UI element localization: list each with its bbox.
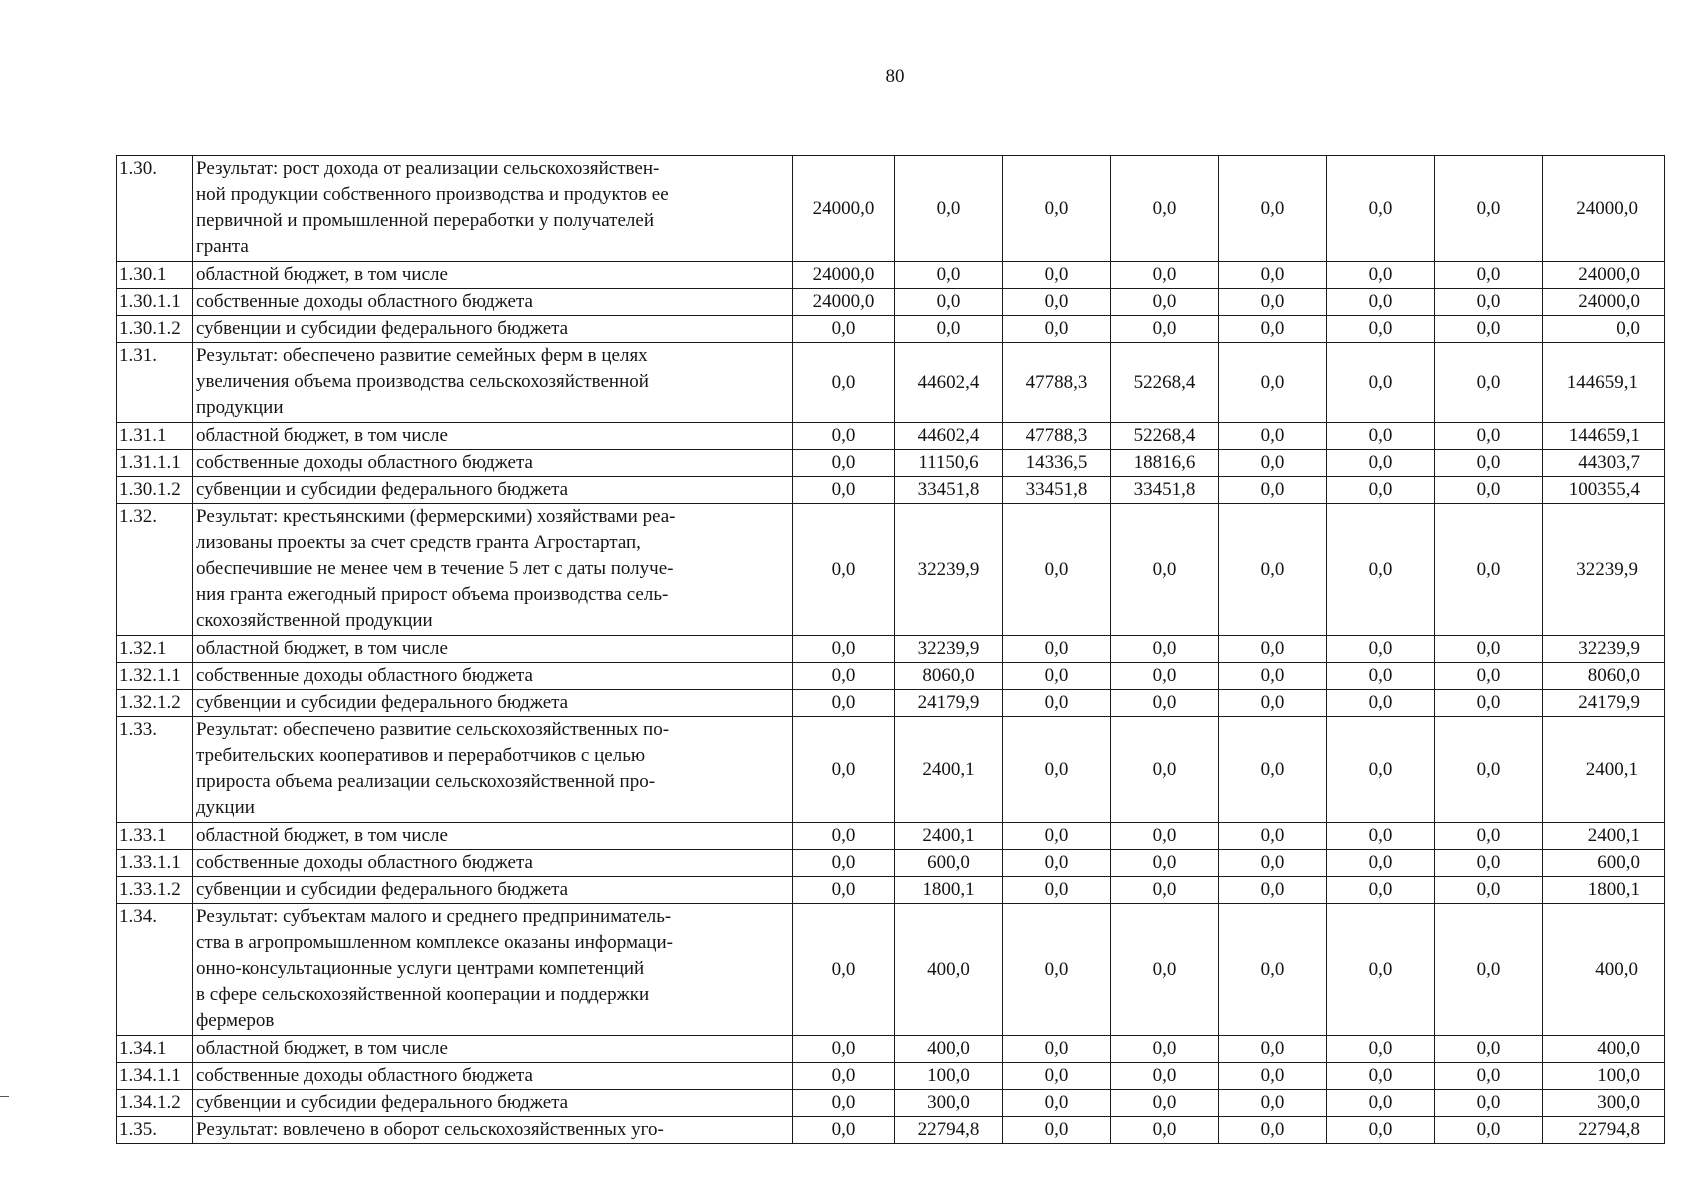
row-description — [193, 450, 793, 477]
row-description — [193, 504, 793, 636]
value-cell: 0,0 — [793, 423, 895, 450]
value-cell: 0,0 — [1327, 316, 1435, 343]
value-cell: 0,0 — [1435, 450, 1543, 477]
value-cell: 0,0 — [1219, 1090, 1327, 1117]
value-total: 0,0 — [1543, 316, 1665, 343]
description-line: скохозяйственной продукции — [196, 610, 433, 631]
value-cell: 0,0 — [1003, 1117, 1111, 1144]
value-cell: 0,0 — [1003, 316, 1111, 343]
value-cell: 0,0 — [1435, 823, 1543, 850]
row-description — [193, 423, 793, 450]
table-row-budget — [117, 877, 1665, 904]
value-cell: 32239,9 — [895, 504, 1003, 636]
value-cell: 0,0 — [1003, 904, 1111, 1036]
value-cell: 0,0 — [1003, 1090, 1111, 1117]
value-cell: 0,0 — [1111, 262, 1219, 289]
value-cell: 0,0 — [1327, 877, 1435, 904]
description-line: собственные доходы областного бюджета — [196, 452, 533, 473]
description-line: собственные доходы областного бюджета — [196, 852, 533, 873]
value-cell: 0,0 — [793, 717, 895, 823]
row-code: 1.30.1 — [117, 262, 193, 289]
row-description — [193, 1090, 793, 1117]
value-cell: 0,0 — [1111, 504, 1219, 636]
value-cell: 0,0 — [1435, 636, 1543, 663]
value-cell: 0,0 — [895, 289, 1003, 316]
value-cell: 0,0 — [1111, 904, 1219, 1036]
row-code: 1.30.1.1 — [117, 289, 193, 316]
value-cell: 0,0 — [1003, 1063, 1111, 1090]
value-cell: 0,0 — [1219, 262, 1327, 289]
description-line: Результат: субъектам малого и среднего предприниматель- — [196, 906, 672, 927]
value-cell: 600,0 — [895, 850, 1003, 877]
description-line: лизованы проекты за счет средств гранта Агростартап, — [196, 532, 641, 553]
value-cell: 0,0 — [793, 504, 895, 636]
value-total: 1800,1 — [1543, 877, 1665, 904]
value-cell: 0,0 — [1327, 504, 1435, 636]
value-cell: 0,0 — [793, 877, 895, 904]
value-cell: 0,0 — [1219, 663, 1327, 690]
value-cell: 0,0 — [1327, 1117, 1435, 1144]
value-cell: 0,0 — [1003, 823, 1111, 850]
value-cell: 0,0 — [1003, 262, 1111, 289]
table-row-budget — [117, 450, 1665, 477]
value-cell: 24000,0 — [793, 289, 895, 316]
value-cell: 33451,8 — [895, 477, 1003, 504]
value-total: 100,0 — [1543, 1063, 1665, 1090]
row-code: 1.32.1 — [117, 636, 193, 663]
row-code: 1.30.1.2 — [117, 477, 193, 504]
value-cell: 0,0 — [1327, 450, 1435, 477]
value-cell: 0,0 — [1111, 156, 1219, 262]
value-cell: 0,0 — [1435, 1117, 1543, 1144]
value-cell: 0,0 — [1219, 504, 1327, 636]
value-cell: 0,0 — [1327, 663, 1435, 690]
value-cell: 0,0 — [793, 663, 895, 690]
value-cell: 44602,4 — [895, 343, 1003, 423]
value-cell: 0,0 — [1111, 1117, 1219, 1144]
value-cell: 0,0 — [1219, 904, 1327, 1036]
value-cell: 0,0 — [1435, 1036, 1543, 1063]
value-cell: 0,0 — [1219, 423, 1327, 450]
description-line: субвенции и субсидии федерального бюджета — [196, 1092, 569, 1113]
row-description — [193, 904, 793, 1036]
value-cell: 0,0 — [1435, 156, 1543, 262]
value-cell: 0,0 — [1003, 289, 1111, 316]
description-line: ния гранта ежегодный прирост объема производства сель- — [196, 584, 669, 605]
table-row-budget — [117, 690, 1665, 717]
value-cell: 18816,6 — [1111, 450, 1219, 477]
value-cell: 0,0 — [1219, 316, 1327, 343]
table-row-budget — [117, 850, 1665, 877]
row-code: 1.32.1.1 — [117, 663, 193, 690]
row-description — [193, 690, 793, 717]
value-cell: 0,0 — [1219, 823, 1327, 850]
row-description — [193, 1036, 793, 1063]
table-row-budget — [117, 423, 1665, 450]
description-line: собственные доходы областного бюджета — [196, 291, 533, 312]
description-line: субвенции и субсидии федерального бюджета — [196, 692, 569, 713]
value-cell: 2400,1 — [895, 823, 1003, 850]
row-code: 1.33.1 — [117, 823, 193, 850]
value-cell: 0,0 — [1327, 717, 1435, 823]
row-code: 1.34.1.1 — [117, 1063, 193, 1090]
row-code: 1.32. — [117, 504, 193, 636]
value-cell: 11150,6 — [895, 450, 1003, 477]
row-code: 1.31.1 — [117, 423, 193, 450]
value-cell: 0,0 — [793, 1090, 895, 1117]
value-cell: 0,0 — [1003, 717, 1111, 823]
table-row-result — [117, 717, 1665, 823]
value-cell: 0,0 — [793, 690, 895, 717]
value-cell: 0,0 — [1327, 1036, 1435, 1063]
value-cell: 0,0 — [793, 1036, 895, 1063]
row-description — [193, 717, 793, 823]
row-code: 1.34.1.2 — [117, 1090, 193, 1117]
value-total: 22794,8 — [1543, 1117, 1665, 1144]
value-cell: 33451,8 — [1111, 477, 1219, 504]
value-total: 24000,0 — [1543, 262, 1665, 289]
value-cell: 0,0 — [1003, 156, 1111, 262]
value-cell: 0,0 — [1219, 156, 1327, 262]
value-cell: 8060,0 — [895, 663, 1003, 690]
row-description — [193, 877, 793, 904]
table-row-budget — [117, 636, 1665, 663]
value-cell: 0,0 — [895, 156, 1003, 262]
description-line: дукции — [196, 797, 255, 818]
value-cell: 0,0 — [1327, 477, 1435, 504]
value-total: 600,0 — [1543, 850, 1665, 877]
value-cell: 0,0 — [793, 450, 895, 477]
value-cell: 0,0 — [1111, 1063, 1219, 1090]
value-cell: 24000,0 — [793, 156, 895, 262]
description-line: фермеров — [196, 1010, 275, 1031]
value-cell: 0,0 — [1435, 423, 1543, 450]
value-cell: 22794,8 — [895, 1117, 1003, 1144]
value-cell: 0,0 — [1219, 1117, 1327, 1144]
value-cell: 100,0 — [895, 1063, 1003, 1090]
value-cell: 0,0 — [793, 477, 895, 504]
value-cell: 0,0 — [1003, 504, 1111, 636]
value-total: 32239,9 — [1543, 504, 1665, 636]
value-cell: 0,0 — [1435, 289, 1543, 316]
description-line: собственные доходы областного бюджета — [196, 1065, 533, 1086]
value-cell: 0,0 — [1435, 504, 1543, 636]
value-cell: 0,0 — [1435, 877, 1543, 904]
description-line: субвенции и субсидии федерального бюджета — [196, 879, 569, 900]
value-cell: 0,0 — [1219, 717, 1327, 823]
description-line: областной бюджет, в том числе — [196, 1038, 448, 1059]
value-cell: 0,0 — [793, 636, 895, 663]
row-description — [193, 663, 793, 690]
value-cell: 14336,5 — [1003, 450, 1111, 477]
row-code: 1.34.1 — [117, 1036, 193, 1063]
row-code: 1.31. — [117, 343, 193, 423]
value-cell: 0,0 — [1111, 1036, 1219, 1063]
row-code: 1.33.1.2 — [117, 877, 193, 904]
value-cell: 0,0 — [1435, 262, 1543, 289]
row-description — [193, 343, 793, 423]
value-total: 24179,9 — [1543, 690, 1665, 717]
table-row-budget — [117, 1063, 1665, 1090]
table-row-budget — [117, 316, 1665, 343]
row-description — [193, 1063, 793, 1090]
value-cell: 47788,3 — [1003, 343, 1111, 423]
value-cell: 0,0 — [1219, 690, 1327, 717]
value-cell: 0,0 — [1219, 343, 1327, 423]
value-cell: 0,0 — [1219, 289, 1327, 316]
description-line: гранта — [196, 236, 249, 257]
table-body — [117, 156, 1665, 1144]
description-line: в сфере сельскохозяйственной кооперации и поддержки — [196, 984, 650, 1005]
value-cell: 0,0 — [1327, 1063, 1435, 1090]
row-description — [193, 636, 793, 663]
value-cell: 0,0 — [1111, 877, 1219, 904]
value-cell: 0,0 — [793, 343, 895, 423]
row-code: 1.35. — [117, 1117, 193, 1144]
value-cell: 0,0 — [1327, 156, 1435, 262]
value-cell: 0,0 — [1327, 289, 1435, 316]
table-row-budget — [117, 477, 1665, 504]
value-cell: 0,0 — [1219, 877, 1327, 904]
value-cell: 0,0 — [895, 316, 1003, 343]
margin-mark — [0, 1096, 9, 1097]
description-line: прироста объема реализации сельскохозяйственной про- — [196, 771, 656, 792]
value-total: 24000,0 — [1543, 289, 1665, 316]
description-line: Результат: вовлечено в оборот сельскохозяйственных уго- — [196, 1119, 664, 1140]
table-row-budget — [117, 1090, 1665, 1117]
value-total: 100355,4 — [1543, 477, 1665, 504]
table-row-budget — [117, 823, 1665, 850]
value-total: 24000,0 — [1543, 156, 1665, 262]
description-line: обеспечившие не менее чем в течение 5 лет с даты получе- — [196, 558, 674, 579]
value-total: 400,0 — [1543, 1036, 1665, 1063]
value-cell: 0,0 — [1219, 450, 1327, 477]
value-cell: 44602,4 — [895, 423, 1003, 450]
value-cell: 0,0 — [1111, 1090, 1219, 1117]
value-cell: 0,0 — [1003, 690, 1111, 717]
row-description — [193, 477, 793, 504]
description-line: увеличения объема производства сельскохозяйственной — [196, 371, 649, 392]
value-cell: 0,0 — [1435, 717, 1543, 823]
value-cell: 2400,1 — [895, 717, 1003, 823]
row-description — [193, 262, 793, 289]
value-cell: 400,0 — [895, 1036, 1003, 1063]
row-description — [193, 1117, 793, 1144]
value-total: 32239,9 — [1543, 636, 1665, 663]
value-cell: 1800,1 — [895, 877, 1003, 904]
value-cell: 0,0 — [1111, 690, 1219, 717]
description-line: первичной и промышленной переработки у получателей — [196, 210, 654, 231]
value-cell: 0,0 — [1003, 636, 1111, 663]
value-cell: 52268,4 — [1111, 423, 1219, 450]
table-row-budget — [117, 1117, 1665, 1144]
description-line: субвенции и субсидии федерального бюджета — [196, 479, 569, 500]
value-cell: 300,0 — [895, 1090, 1003, 1117]
value-cell: 0,0 — [1111, 850, 1219, 877]
value-total: 8060,0 — [1543, 663, 1665, 690]
description-line: требительских кооперативов и переработчиков с целью — [196, 745, 646, 766]
description-line: Результат: крестьянскими (фермерскими) хозяйствами реа- — [196, 506, 676, 527]
table-row-result — [117, 156, 1665, 262]
value-cell: 0,0 — [793, 1117, 895, 1144]
description-line: продукции — [196, 397, 284, 418]
value-cell: 0,0 — [1111, 663, 1219, 690]
value-total: 144659,1 — [1543, 343, 1665, 423]
value-cell: 0,0 — [1435, 850, 1543, 877]
table-row-result — [117, 343, 1665, 423]
value-cell: 0,0 — [1327, 904, 1435, 1036]
description-line: собственные доходы областного бюджета — [196, 665, 533, 686]
value-total: 2400,1 — [1543, 823, 1665, 850]
row-description — [193, 316, 793, 343]
value-cell: 0,0 — [1435, 477, 1543, 504]
row-description — [193, 823, 793, 850]
value-cell: 0,0 — [1435, 316, 1543, 343]
value-cell: 0,0 — [1003, 877, 1111, 904]
value-cell: 0,0 — [1003, 1036, 1111, 1063]
description-line: областной бюджет, в том числе — [196, 264, 448, 285]
value-total: 144659,1 — [1543, 423, 1665, 450]
table-row-budget — [117, 262, 1665, 289]
value-cell: 0,0 — [1111, 823, 1219, 850]
table-row-result — [117, 504, 1665, 636]
description-line: онно-консультационные услуги центрами компетенций — [196, 958, 645, 979]
value-cell: 0,0 — [1435, 904, 1543, 1036]
value-cell: 47788,3 — [1003, 423, 1111, 450]
value-cell: 0,0 — [793, 1063, 895, 1090]
value-cell: 0,0 — [1327, 823, 1435, 850]
value-cell: 0,0 — [1327, 690, 1435, 717]
value-cell: 0,0 — [1435, 1063, 1543, 1090]
value-cell: 0,0 — [1435, 690, 1543, 717]
value-cell: 0,0 — [1327, 1090, 1435, 1117]
value-cell: 0,0 — [1327, 636, 1435, 663]
value-cell: 0,0 — [1219, 850, 1327, 877]
value-cell: 0,0 — [793, 823, 895, 850]
value-cell: 0,0 — [1003, 850, 1111, 877]
value-cell: 0,0 — [1219, 1036, 1327, 1063]
row-code: 1.30.1.2 — [117, 316, 193, 343]
table-row-budget — [117, 289, 1665, 316]
value-cell: 0,0 — [1111, 289, 1219, 316]
value-total: 400,0 — [1543, 904, 1665, 1036]
description-line: Результат: обеспечено развитие семейных ферм в целях — [196, 345, 648, 366]
value-cell: 24179,9 — [895, 690, 1003, 717]
value-cell: 0,0 — [1327, 850, 1435, 877]
description-line: ной продукции собственного производства и продуктов ее — [196, 184, 669, 205]
value-cell: 0,0 — [1219, 1063, 1327, 1090]
value-total: 44303,7 — [1543, 450, 1665, 477]
description-line: Результат: рост дохода от реализации сельскохозяйствен- — [196, 158, 660, 179]
value-cell: 24000,0 — [793, 262, 895, 289]
value-cell: 0,0 — [793, 850, 895, 877]
description-line: областной бюджет, в том числе — [196, 825, 448, 846]
value-cell: 0,0 — [1219, 636, 1327, 663]
value-total: 2400,1 — [1543, 717, 1665, 823]
value-cell: 0,0 — [895, 262, 1003, 289]
value-cell: 0,0 — [793, 316, 895, 343]
value-cell: 0,0 — [1327, 343, 1435, 423]
value-cell: 32239,9 — [895, 636, 1003, 663]
value-cell: 0,0 — [1219, 477, 1327, 504]
value-total: 300,0 — [1543, 1090, 1665, 1117]
value-cell: 0,0 — [1111, 316, 1219, 343]
row-description — [193, 156, 793, 262]
value-cell: 0,0 — [1435, 663, 1543, 690]
value-cell: 0,0 — [1435, 1090, 1543, 1117]
table-row-budget — [117, 663, 1665, 690]
value-cell: 0,0 — [1111, 717, 1219, 823]
value-cell: 400,0 — [895, 904, 1003, 1036]
description-line: Результат: обеспечено развитие сельскохозяйственных по- — [196, 719, 670, 740]
row-code: 1.33.1.1 — [117, 850, 193, 877]
row-description — [193, 289, 793, 316]
value-cell: 0,0 — [1327, 423, 1435, 450]
value-cell: 0,0 — [1327, 262, 1435, 289]
value-cell: 0,0 — [1111, 636, 1219, 663]
value-cell: 0,0 — [1435, 343, 1543, 423]
value-cell: 52268,4 — [1111, 343, 1219, 423]
table-row-budget — [117, 1036, 1665, 1063]
description-line: областной бюджет, в том числе — [196, 638, 448, 659]
row-code: 1.34. — [117, 904, 193, 1036]
description-line: областной бюджет, в том числе — [196, 425, 448, 446]
description-line: ства в агропромышленном комплексе оказаны информаци- — [196, 932, 673, 953]
row-code: 1.30. — [117, 156, 193, 262]
row-code: 1.33. — [117, 717, 193, 823]
value-cell: 0,0 — [1003, 663, 1111, 690]
page-number: 80 — [885, 66, 905, 87]
row-code: 1.31.1.1 — [117, 450, 193, 477]
row-code: 1.32.1.2 — [117, 690, 193, 717]
description-line: субвенции и субсидии федерального бюджета — [196, 318, 569, 339]
table-row-result — [117, 904, 1665, 1036]
budget-table — [116, 155, 1665, 1144]
value-cell: 0,0 — [793, 904, 895, 1036]
row-description — [193, 850, 793, 877]
value-cell: 33451,8 — [1003, 477, 1111, 504]
